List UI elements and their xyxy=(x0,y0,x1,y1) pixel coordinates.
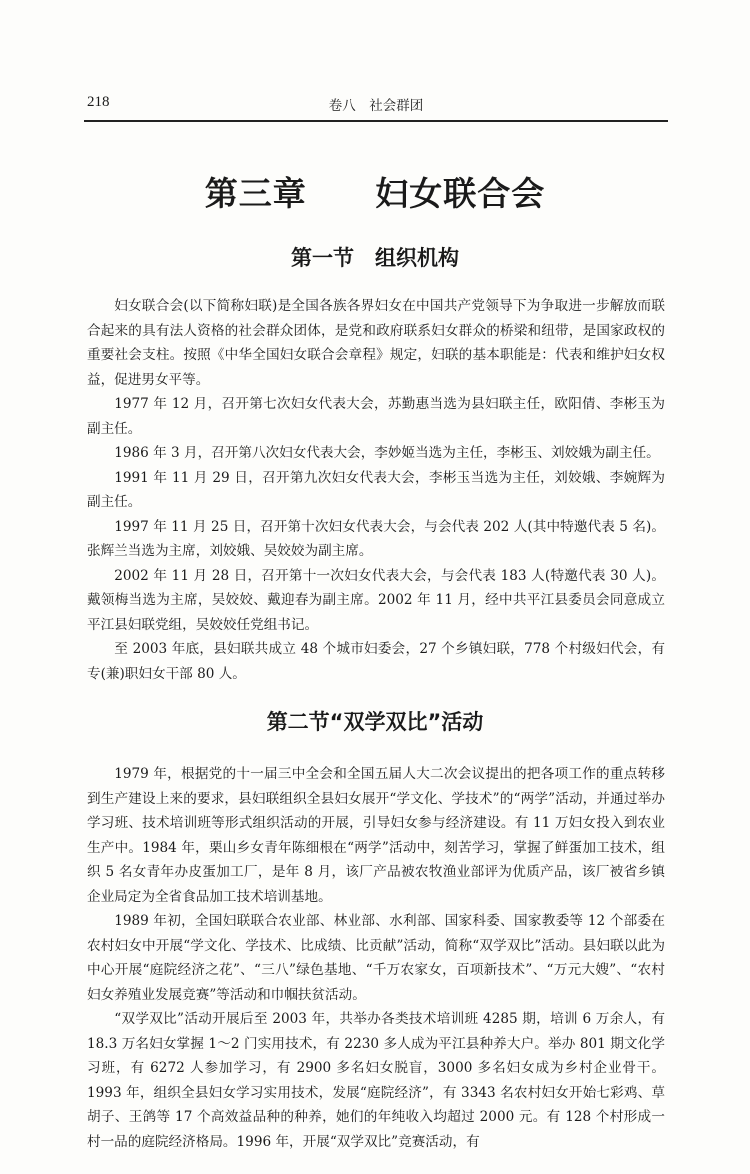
page-number: 218 xyxy=(87,94,110,110)
chapter-title: 第三章 妇女联合会 xyxy=(204,174,546,213)
paragraph: 妇女联合会(以下简称妇联)是全国各族各界妇女在中国共产党领导下为争取进一步解放而联合起来的具有法人资格的社会群众团体，是党和政府联系妇女群众的桥梁和纽带，是国家政权的重要社会支柱。按照《中华全国妇女联合会章程》规定，妇联的基本职能是：代表和维护妇女权益，促进男女平等。 xyxy=(87,298,665,388)
paragraph: 2002 年 11 月 28 日，召开第十一次妇女代表大会，与会代表 183 人(特邀代表 30 人)。戴领梅当选为主席，吴姣姣、戴迎春为副主席。2002 年 11 月，经中共平江县委员会同意成立平江县妇联党组，吴姣姣任党组书记。 xyxy=(87,567,665,633)
paragraph: 1997 年 11 月 25 日，召开第十次妇女代表大会，与会代表 202 人(其中特邀代表 5 名)。张辉兰当选为主席，刘姣娥、吴姣姣为副主席。 xyxy=(87,518,665,559)
section-title-1: 第一节 组织机构 xyxy=(291,246,459,270)
paragraph: “双学双比”活动开展后至 2003 年，共举办各类技术培训班 4285 期，培训 6 万余人，有 18.3 万名妇女掌握 1～2 门实用技术，有 2230 多人成为平江县种养大户。举办 801 期文化学习班，有 6272 人参加学习，有 2900 多名妇女脱盲，3000 多名妇女成为乡村企业骨干。1993 年，组织全县妇女学习实用技术，发展“庭院经济”，有 3343 名农村妇女开始七彩鸡、草胡子、王鸽等 17 个高效益品种的种养，她们的年纯收入均超过 2000 元。有 128 个村形成一村一品的庭院经济格局。1996 年，开展“双学双比”竞赛活动，有 xyxy=(87,1011,665,1150)
paragraph: 至 2003 年底，县妇联共成立 48 个城市妇委会，27 个乡镇妇联，778 个村级妇代会，有专(兼)职妇女干部 80 人。 xyxy=(87,641,665,682)
paragraph: 1977 年 12 月，召开第七次妇女代表大会，苏勤惠当选为县妇联主任，欧阳倩、李彬玉为副主任。 xyxy=(87,396,665,437)
running-title: 卷八 社会群团 xyxy=(328,98,424,114)
paragraph: 1979 年，根据党的十一届三中全会和全国五届人大二次会议提出的把各项工作的重点转移到生产建设上来的要求，县妇联组织全县妇女展开“学文化、学技术”的“两学”活动，并通过举办学习班、技术培训班等形式组织活动的开展，引导妇女参与经济建设。有 11 万妇女投入到农业生产中。1984 年，栗山乡女青年陈细根在“两学”活动中，刻苦学习，掌握了鲜蛋加工技术，组织 5 名女青年办皮蛋加工厂，是年 8 月，该厂产品被农牧渔业部评为优质产品，该厂被省乡镇企业局定为全省食品加工技术培训基地。 xyxy=(87,766,665,905)
section-title-2: 第二节“双学双比”活动 xyxy=(266,710,484,734)
paragraph: 1991 年 11 月 29 日，召开第九次妇女代表大会，李彬玉当选为主任，刘姣娥、李婉辉为副主任。 xyxy=(87,469,665,510)
paragraph: 1989 年初，全国妇联联合农业部、林业部、水利部、国家科委、国家教委等 12 个部委在农村妇女中开展“学文化、学技术、比成绩、比贡献”活动，简称“双学双比”活动。县妇联以此为中心开展“庭院经济之花”、“三八”绿色基地、“千万农家女，百项新技术”、“万元大嫂”、“农村妇女养殖业发展竞赛”等活动和巾帼扶贫活动。 xyxy=(87,913,665,1003)
paragraph: 1986 年 3 月，召开第八次妇女代表大会，李妙姬当选为主任，李彬玉、刘姣娥为副主任。 xyxy=(114,445,660,461)
section-2-body xyxy=(87,762,665,1154)
section-1-body xyxy=(87,294,665,686)
